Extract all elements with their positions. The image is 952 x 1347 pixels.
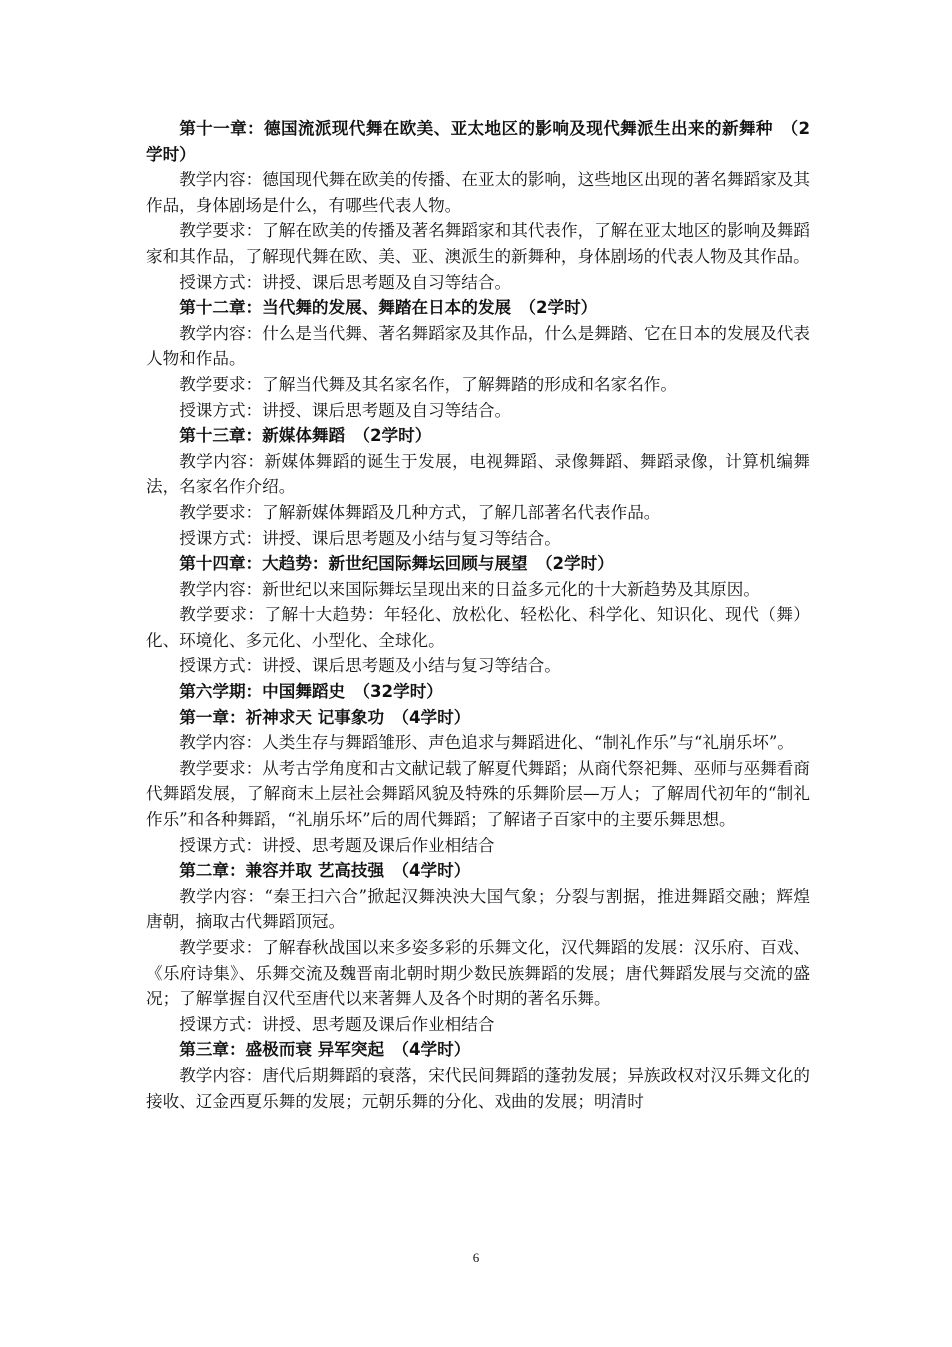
body-paragraph: 教学内容：新媒体舞蹈的诞生于发展，电视舞蹈、录像舞蹈、舞蹈录像，计算机编舞法，名家名作介绍。 xyxy=(146,451,810,497)
body-paragraph: 教学内容：唐代后期舞蹈的衰落，宋代民间舞蹈的蓬勃发展；异族政权对汉乐舞文化的接收、辽金西夏乐舞的发展；元朝乐舞的分化、戏曲的发展；明清时 xyxy=(146,1065,810,1111)
body-paragraph: 教学要求：从考古学角度和古文献记载了解夏代舞蹈；从商代祭祀舞、巫师与巫舞看商代舞蹈发展，了解商末上层社会舞蹈风貌及特殊的乐舞阶层—万人；了解周代初年的“制礼作乐”和各种舞蹈，“礼崩乐坏”后的周代舞蹈；了解诸子百家中的主要乐舞思想。 xyxy=(146,758,810,830)
section-heading: 第十二章：当代舞的发展、舞踏在日本的发展 （2学时） xyxy=(179,298,598,318)
body-paragraph: 教学要求：了解当代舞及其名家名作，了解舞踏的形成和名家名作。 xyxy=(179,374,677,394)
body-paragraph: 教学要求：了解十大趋势：年轻化、放松化、轻松化、科学化、知识化、现代（舞）化、环境化、多元化、小型化、全球化。 xyxy=(146,605,810,650)
body-paragraph: 教学内容：“秦王扫六合”掀起汉舞泱泱大国气象；分裂与割据，推进舞蹈交融；辉煌唐朝，摘取古代舞蹈顶冠。 xyxy=(146,886,810,932)
body-paragraph: 授课方式：讲授、思考题及课后作业相结合 xyxy=(179,835,495,855)
page-number: 6 xyxy=(472,1250,480,1265)
body-paragraph: 授课方式：讲授、课后思考题及自习等结合。 xyxy=(179,400,512,420)
body-paragraph: 教学要求：了解新媒体舞蹈及几种方式，了解几部著名代表作品。 xyxy=(179,502,661,522)
body-paragraph: 授课方式：讲授、课后思考题及小结与复习等结合。 xyxy=(179,656,561,676)
body-paragraph: 教学要求：了解在欧美的传播及著名舞蹈家和其代表作，了解在亚太地区的影响及舞蹈家和其作品，了解现代舞在欧、美、亚、澳派生的新舞种，身体剧场的代表人物及其作品。 xyxy=(146,221,810,266)
section-heading: 第一章：祈神求天 记事象功 （4学时） xyxy=(179,707,471,727)
body-paragraph: 教学内容：新世纪以来国际舞坛呈现出来的日益多元化的十大新趋势及其原因。 xyxy=(179,579,760,599)
section-heading: 第三章：盛极而衰 异军突起 （4学时） xyxy=(179,1040,471,1060)
section-heading: 第十四章：大趋势：新世纪国际舞坛回顾与展望 （2学时） xyxy=(179,554,614,574)
body-paragraph: 授课方式：讲授、思考题及课后作业相结合 xyxy=(179,1014,495,1034)
section-heading: 第二章：兼容并取 艺高技强 （4学时） xyxy=(179,861,471,881)
body-paragraph: 教学内容：什么是当代舞、著名舞蹈家及其作品，什么是舞踏、它在日本的发展及代表人物和作品。 xyxy=(146,323,810,369)
body-paragraph: 教学内容：德国现代舞在欧美的传播、在亚太的影响，这些地区出现的著名舞蹈家及其作品，身体剧场是什么，有哪些代表人物。 xyxy=(146,170,810,215)
body-paragraph: 授课方式：讲授、课后思考题及自习等结合。 xyxy=(179,272,512,292)
document-body xyxy=(146,116,810,1114)
body-paragraph: 教学要求：了解春秋战国以来多姿多彩的乐舞文化，汉代舞蹈的发展：汉乐府、百戏、《乐府诗集》、乐舞交流及魏晋南北朝时期少数民族舞蹈的发展；唐代舞蹈发展与交流的盛况；了解掌握自汉代至唐代以来著舞人及各个时期的著名乐舞。 xyxy=(146,938,810,1009)
section-heading: 第十一章：德国流派现代舞在欧美、亚太地区的影响及现代舞派生出来的新舞种 （2学时） xyxy=(146,119,810,164)
body-paragraph: 授课方式：讲授、课后思考题及小结与复习等结合。 xyxy=(179,528,561,548)
section-heading: 第六学期：中国舞蹈史 （32学时） xyxy=(179,682,443,702)
body-paragraph: 教学内容：人类生存与舞蹈雏形、声色追求与舞蹈进化、“制礼作乐”与“礼崩乐坏”。 xyxy=(179,733,794,753)
section-heading: 第十三章：新媒体舞蹈 （2学时） xyxy=(179,426,432,446)
